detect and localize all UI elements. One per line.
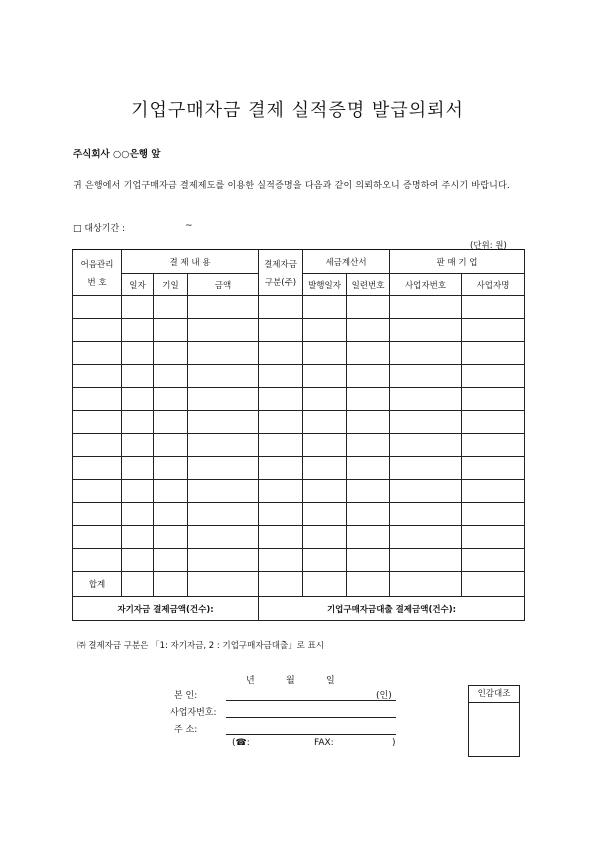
- table-cell[interactable]: [259, 434, 303, 457]
- date-year: 년: [246, 676, 255, 686]
- table-cell[interactable]: [390, 549, 462, 572]
- table-cell[interactable]: [154, 342, 188, 365]
- table-cell[interactable]: [73, 549, 122, 572]
- table-cell[interactable]: [347, 457, 390, 480]
- unit-label: (단위: 원): [470, 241, 507, 251]
- fax-label: FAX:: [314, 738, 334, 748]
- table-cell[interactable]: [259, 457, 303, 480]
- table-cell[interactable]: [347, 480, 390, 503]
- table-cell[interactable]: [390, 503, 462, 526]
- table-cell[interactable]: [73, 526, 122, 549]
- principal-field[interactable]: [226, 700, 396, 701]
- loan-summary[interactable]: 기업구매자금대출 결제금액(건수):: [259, 597, 525, 621]
- table-cell[interactable]: [188, 434, 259, 457]
- table-cell[interactable]: [122, 319, 154, 342]
- col-amount: 금액: [188, 274, 259, 296]
- col-bill-number-line2: 번 호: [87, 277, 107, 288]
- col-business-number: 사업자번호: [390, 274, 462, 296]
- table-cell[interactable]: [347, 549, 390, 572]
- table-cell[interactable]: [73, 457, 122, 480]
- table-cell[interactable]: [303, 365, 347, 388]
- table-row: [73, 296, 525, 319]
- table-cell[interactable]: [462, 526, 525, 549]
- table-cell[interactable]: [390, 388, 462, 411]
- business-number-field[interactable]: [226, 717, 396, 718]
- table-cell[interactable]: [347, 342, 390, 365]
- date-day: 일: [326, 676, 335, 686]
- table-cell[interactable]: [303, 319, 347, 342]
- table-cell[interactable]: [73, 480, 122, 503]
- table-cell[interactable]: [188, 457, 259, 480]
- table-cell[interactable]: [347, 296, 390, 319]
- table-cell[interactable]: [73, 319, 122, 342]
- table-cell[interactable]: [390, 296, 462, 319]
- table-cell[interactable]: [188, 365, 259, 388]
- table-cell[interactable]: [154, 319, 188, 342]
- table-cell[interactable]: [390, 319, 462, 342]
- table-cell[interactable]: [188, 319, 259, 342]
- table-cell[interactable]: [154, 365, 188, 388]
- table-row: [73, 526, 525, 549]
- table-cell[interactable]: [347, 319, 390, 342]
- table-cell[interactable]: [188, 296, 259, 319]
- table-cell[interactable]: [154, 388, 188, 411]
- group-seller: 판 매 기 업: [390, 250, 525, 274]
- table-cell[interactable]: [259, 388, 303, 411]
- own-funds-summary[interactable]: 자기자금 결제금액(건수):: [73, 597, 259, 621]
- table-cell[interactable]: [259, 411, 303, 434]
- table-cell[interactable]: [122, 365, 154, 388]
- table-cell[interactable]: [390, 572, 462, 597]
- table-cell[interactable]: [390, 457, 462, 480]
- table-cell[interactable]: [347, 503, 390, 526]
- group-tax-invoice: 세금계산서: [303, 250, 390, 274]
- table-row: [73, 434, 525, 457]
- table-cell[interactable]: [188, 388, 259, 411]
- table-row: [73, 319, 525, 342]
- table-cell[interactable]: [259, 572, 303, 597]
- table-cell[interactable]: [259, 365, 303, 388]
- table-cell[interactable]: [462, 503, 525, 526]
- table-cell[interactable]: [462, 319, 525, 342]
- table-cell[interactable]: [154, 434, 188, 457]
- table-cell[interactable]: [259, 526, 303, 549]
- recipient-line: 주식회사 ○○은행 앞: [73, 149, 161, 160]
- table-cell[interactable]: [73, 365, 122, 388]
- group-payment-details: 결 제 내 용: [122, 250, 259, 274]
- seal-mark: (인): [376, 691, 392, 701]
- business-number-label: 사업자번호:: [170, 708, 217, 718]
- table-row: [73, 342, 525, 365]
- table-body: [73, 296, 525, 572]
- table-cell[interactable]: [73, 388, 122, 411]
- table-row: [73, 549, 525, 572]
- footnote: ㈜ 결제자금 구분은 「1: 자기자금, 2 : 기업구매자금대출」로 표시: [77, 641, 325, 651]
- table-cell[interactable]: [462, 388, 525, 411]
- table-cell[interactable]: [188, 572, 259, 597]
- table-cell[interactable]: [122, 503, 154, 526]
- table-cell[interactable]: [303, 296, 347, 319]
- table-cell[interactable]: [188, 526, 259, 549]
- table-cell[interactable]: [303, 434, 347, 457]
- table-cell[interactable]: [259, 319, 303, 342]
- table-cell[interactable]: [188, 411, 259, 434]
- table-cell[interactable]: [390, 365, 462, 388]
- col-payment-type: [259, 250, 303, 296]
- table-cell[interactable]: [73, 342, 122, 365]
- principal-label: 본 인:: [174, 691, 198, 701]
- table-cell[interactable]: [259, 503, 303, 526]
- table-cell[interactable]: [188, 549, 259, 572]
- table-cell[interactable]: [303, 480, 347, 503]
- phone-label: (☎:: [232, 738, 250, 748]
- table-cell[interactable]: [462, 549, 525, 572]
- summary-row: [73, 597, 525, 621]
- seal-check-box[interactable]: [468, 685, 520, 757]
- table-cell[interactable]: [347, 365, 390, 388]
- table-cell[interactable]: [390, 480, 462, 503]
- table-cell[interactable]: [122, 526, 154, 549]
- table-cell[interactable]: [303, 503, 347, 526]
- table-cell[interactable]: [122, 457, 154, 480]
- table-cell[interactable]: [154, 572, 188, 597]
- request-text: 귀 은행에서 기업구매자금 결제제도를 이용한 실적증명을 다음과 같이 의뢰하오니 증명하여 주시기 바랍니다.: [73, 181, 510, 191]
- table-cell[interactable]: [188, 503, 259, 526]
- seal-check-label: 인감대조: [469, 686, 519, 703]
- table-cell[interactable]: [154, 411, 188, 434]
- table-cell[interactable]: [154, 503, 188, 526]
- table-cell[interactable]: [390, 342, 462, 365]
- table-cell[interactable]: [303, 549, 347, 572]
- table-cell[interactable]: [154, 480, 188, 503]
- table-cell[interactable]: [122, 342, 154, 365]
- table-cell[interactable]: [122, 549, 154, 572]
- col-issue-date: 발행일자: [303, 274, 347, 296]
- table-cell[interactable]: [154, 296, 188, 319]
- table-cell[interactable]: [462, 457, 525, 480]
- table-cell[interactable]: [347, 526, 390, 549]
- table-cell[interactable]: [73, 411, 122, 434]
- table-cell[interactable]: [122, 388, 154, 411]
- table-cell[interactable]: [122, 296, 154, 319]
- table-cell[interactable]: [303, 388, 347, 411]
- table-cell[interactable]: [259, 549, 303, 572]
- table-cell[interactable]: [259, 342, 303, 365]
- col-due-date: 기일: [154, 274, 188, 296]
- table-cell[interactable]: [462, 365, 525, 388]
- table-cell[interactable]: [303, 526, 347, 549]
- performance-table: [72, 249, 525, 621]
- table-cell[interactable]: [122, 480, 154, 503]
- table-cell[interactable]: [347, 411, 390, 434]
- table-row: [73, 480, 525, 503]
- table-cell[interactable]: [390, 411, 462, 434]
- table-cell[interactable]: [259, 480, 303, 503]
- table-cell[interactable]: [303, 342, 347, 365]
- table-cell[interactable]: [390, 526, 462, 549]
- payment-type-line2: 구분(주): [264, 277, 297, 288]
- table-cell[interactable]: [122, 434, 154, 457]
- table-cell[interactable]: [303, 572, 347, 597]
- col-bill-number: [73, 250, 122, 296]
- col-business-name: 사업자명: [462, 274, 525, 296]
- address-label: 주 소:: [174, 725, 198, 735]
- col-date: 일자: [122, 274, 154, 296]
- table-cell[interactable]: [462, 480, 525, 503]
- form-title: 기업구매자금 결제 실적증명 발급의뢰서: [131, 100, 464, 121]
- table-cell[interactable]: [303, 411, 347, 434]
- table-cell[interactable]: [390, 434, 462, 457]
- table-cell[interactable]: [188, 342, 259, 365]
- table-cell[interactable]: [73, 503, 122, 526]
- table-row: [73, 365, 525, 388]
- table-cell[interactable]: [462, 296, 525, 319]
- table-row: [73, 411, 525, 434]
- table-cell[interactable]: [462, 411, 525, 434]
- table-row: [73, 503, 525, 526]
- total-row: [73, 572, 525, 597]
- col-serial-number: 일련번호: [347, 274, 390, 296]
- table-row: [73, 457, 525, 480]
- table-cell[interactable]: [347, 388, 390, 411]
- table-cell[interactable]: [462, 434, 525, 457]
- address-field[interactable]: [226, 734, 396, 735]
- date-month: 월: [286, 676, 295, 686]
- period-separator: ~: [185, 221, 193, 231]
- table-cell[interactable]: [462, 572, 525, 597]
- table-cell[interactable]: [73, 434, 122, 457]
- table-cell[interactable]: [122, 572, 154, 597]
- table-cell[interactable]: [154, 526, 188, 549]
- table-row: [73, 388, 525, 411]
- table-cell[interactable]: [188, 480, 259, 503]
- table-cell[interactable]: [154, 549, 188, 572]
- table-cell[interactable]: [347, 434, 390, 457]
- close-paren: ): [392, 738, 396, 748]
- table-cell[interactable]: [303, 457, 347, 480]
- table-cell[interactable]: [154, 457, 188, 480]
- table-cell[interactable]: [462, 342, 525, 365]
- col-bill-number-line1: 어음관리: [80, 259, 114, 270]
- table-cell[interactable]: [73, 296, 122, 319]
- table-cell[interactable]: [347, 572, 390, 597]
- total-label: 합계: [73, 572, 122, 597]
- target-period: [73, 221, 273, 234]
- table-cell[interactable]: [259, 296, 303, 319]
- table-cell[interactable]: [122, 411, 154, 434]
- period-label: □ 대상기간 :: [73, 224, 126, 234]
- payment-type-line1: 결제자금: [264, 259, 297, 270]
